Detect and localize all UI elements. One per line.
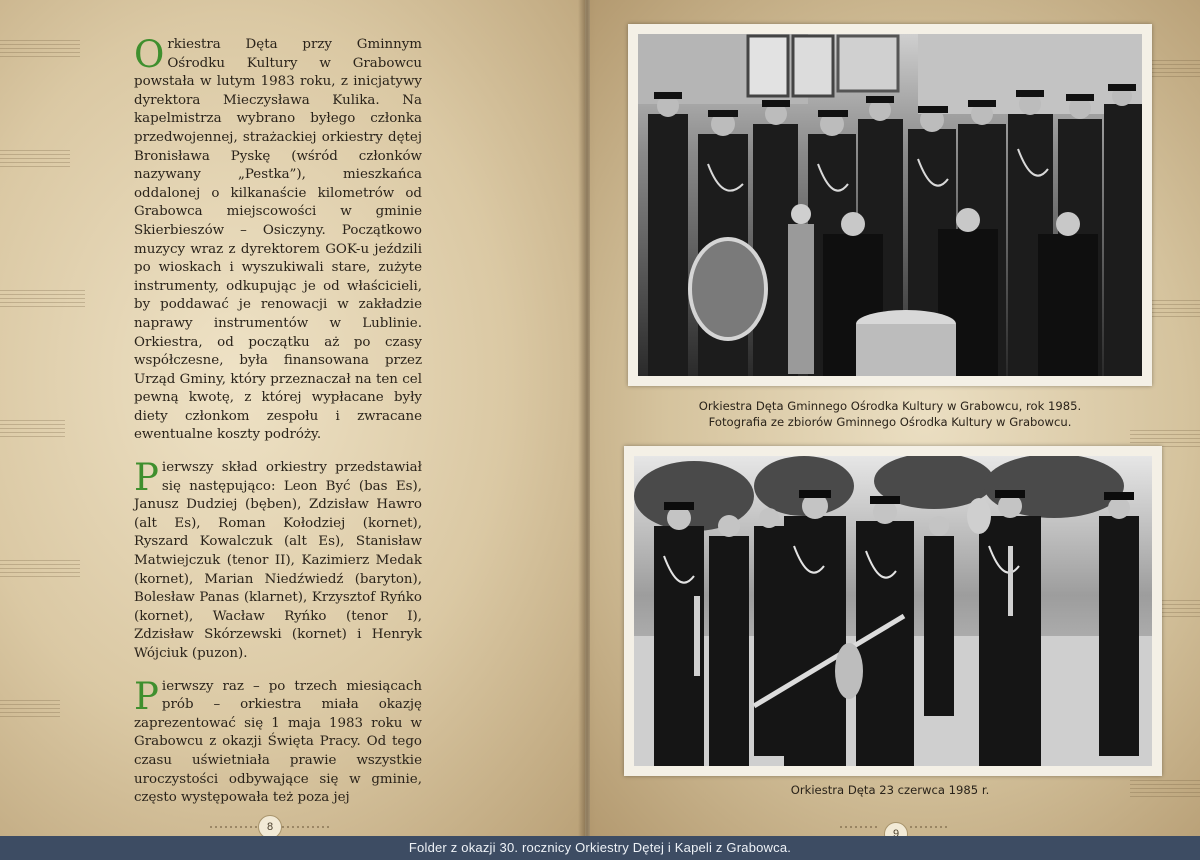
photo-caption-1	[610, 398, 1170, 430]
paragraph-text: ierwszy skład orkiestry przedstawiał się następująco: Leon Być (bas Es), Janusz Dudziej (bęben), Zdzisław Hawro (alt Es), Roman Kołodziej (kornet), Ryszard Kowalczuk (alt Es), Stanisław Matwiejczuk (tenor II), Kazimierz Medak (kornet), Marian Niedźwiedź (baryton), Bolesław Panas (klarnet), Krzysztof Ryńko (kornet), Wacław Ryńko (tenor I), Zdzisław Skórzewski (kornet) i Henryk Wójciuk (puzon).	[134, 460, 422, 661]
right-page	[590, 0, 1200, 836]
photo-image	[634, 456, 1152, 766]
paragraph-first-performance	[134, 674, 422, 808]
music-staff-decoration	[1150, 60, 1200, 78]
paragraph-history	[134, 33, 422, 445]
music-staff-decoration	[0, 40, 80, 58]
drop-cap: O	[134, 33, 165, 76]
page-number-left: 8	[258, 815, 282, 836]
caption-line: Orkiestra Dęta Gminnego Ośrodka Kultury w Grabowcu, rok 1985.	[698, 399, 1082, 413]
music-staff-decoration	[0, 700, 60, 718]
photo-image	[638, 34, 1142, 376]
photo-caption-2: Orkiestra Dęta 23 czerwca 1985 r.	[790, 783, 990, 797]
paragraph-text: ierwszy raz – po trzech miesiącach prób – orkiestra miała okazję zaprezentować się 1 maja 1983 roku w Grabowcu z okazji Święta Pracy. Od tego czasu uświetniała prawie wszystkie uroczystości odbywające się w gminie, często występowała też poza jej	[134, 678, 422, 806]
page-number-right: 9	[884, 822, 908, 836]
page-number-ornament	[282, 826, 330, 828]
music-staff-decoration	[0, 150, 70, 168]
photo-orchestra-june-1985	[624, 446, 1162, 776]
music-staff-decoration	[1160, 600, 1200, 618]
music-staff-decoration	[1130, 780, 1200, 798]
page-number-ornament	[910, 826, 950, 828]
article-text	[134, 33, 422, 822]
drop-cap: P	[134, 674, 159, 718]
music-staff-decoration	[0, 290, 85, 308]
music-staff-decoration	[1150, 300, 1200, 318]
black-white-group-photo-icon	[634, 456, 1152, 766]
page-number-ornament	[210, 826, 258, 828]
music-staff-decoration	[0, 420, 65, 438]
left-page	[0, 0, 585, 836]
page-number-ornament	[840, 826, 880, 828]
drop-cap: P	[134, 456, 159, 500]
paragraph-first-lineup	[134, 456, 422, 664]
black-white-group-photo-icon	[638, 34, 1142, 376]
music-staff-decoration	[0, 560, 80, 578]
paragraph-text: rkiestra Dęta przy Gminnym Ośrodku Kultury w Grabowcu powstała w lutym 1983 roku, z inicjatywy dyrektora Mieczysława Kulika. Na kapelmistrza wybrano byłego członka przedwojennej, strażackiej orkiestry dętej Bronisława Pyskę (wśród członków nazywany „Pestka”), mieszkańca oddalonej o kilkanaście kilometrów od Grabowca miejscowości w gminie Skierbieszów – Osiczyny. Początkowo muzycy wraz z dyrektorem GOK-u jeździli po wioskach i wyszukiwali stare, zużyte instrumenty, odkupując je od właścicieli, by poddawać je renowacji w zakładzie naprawy instrumentów w Lublinie. Orkiestra, od początku aż po czasy współczesne, była finansowana przez Urząd Gminy, który przeznaczał na ten cel pewną kwotę, z której wypłacane były diety członkom zespołu i zwracane ewentualne koszty podróży.	[134, 37, 422, 443]
caption-line: Fotografia ze zbiorów Gminnego Ośrodka Kultury w Grabowcu.	[708, 415, 1072, 429]
folder-footer-banner: Folder z okazji 30. rocznicy Orkiestry Dętej i Kapeli z Grabowca.	[0, 836, 1200, 860]
photo-orchestra-1985	[628, 24, 1152, 386]
